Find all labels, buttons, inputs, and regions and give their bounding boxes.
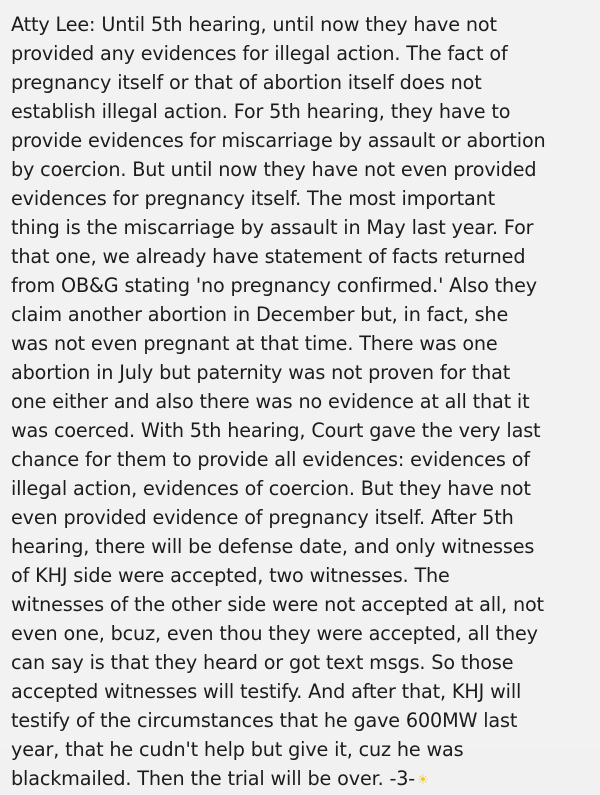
last-line-text: blackmailed. Then the trial will be over. -3- xyxy=(11,767,416,790)
text-line: pregnancy itself or that of abortion itself does not xyxy=(11,71,482,94)
text-line: illegal action, evidences of coercion. But they have not xyxy=(11,477,531,500)
text-line: accepted witnesses will testify. And after that, KHJ will xyxy=(11,680,522,703)
text-line: abortion in July but paternity was not proven for that xyxy=(11,361,511,384)
text-line: witnesses of the other side were not accepted at all, not xyxy=(11,593,544,616)
text-line: evidences for pregnancy itself. The most important xyxy=(11,187,495,210)
text-line: provided any evidences for illegal action. The fact of xyxy=(11,42,508,65)
text-line: testify of the circumstances that he gave 600MW last xyxy=(11,709,518,732)
text-line: even provided evidence of pregnancy itself. After 5th xyxy=(11,506,514,529)
text-line: year, that he cudn't help but give it, cuz he was xyxy=(11,738,464,761)
text-line: that one, we already have statement of facts returned xyxy=(11,245,526,268)
text-line: establish illegal action. For 5th hearing, they have to xyxy=(11,100,511,123)
text-line: was not even pregnant at that time. There was one xyxy=(11,332,498,355)
text-line: can say is that they heard or got text msgs. So those xyxy=(11,651,514,674)
text-line: by coercion. But until now they have not even provided xyxy=(11,158,537,181)
text-line: thing is the miscarriage by assault in May last year. For xyxy=(11,216,534,239)
text-line: claim another abortion in December but, in fact, she xyxy=(11,303,509,326)
text-line: even one, bcuz, even thou they were accepted, all they xyxy=(11,622,538,645)
text-line: Atty Lee: Until 5th hearing, until now they have not xyxy=(11,13,497,36)
text-line: one either and also there was no evidence at all that it xyxy=(11,390,530,413)
text-line: was coerced. With 5th hearing, Court gave the very last xyxy=(11,419,541,442)
text-line: provide evidences for miscarriage by assault or abortion xyxy=(11,129,546,152)
text-line: of KHJ side were accepted, two witnesses. The xyxy=(11,564,450,587)
text-line: hearing, there will be defense date, and only witnesses xyxy=(11,535,535,558)
text-line-last xyxy=(11,764,586,795)
text-line: from OB&G stating 'no pregnancy confirmed.' Also they xyxy=(11,274,537,297)
text-line: chance for them to provide all evidences: evidences of xyxy=(11,448,530,471)
sun-icon: ☀ xyxy=(417,773,429,788)
